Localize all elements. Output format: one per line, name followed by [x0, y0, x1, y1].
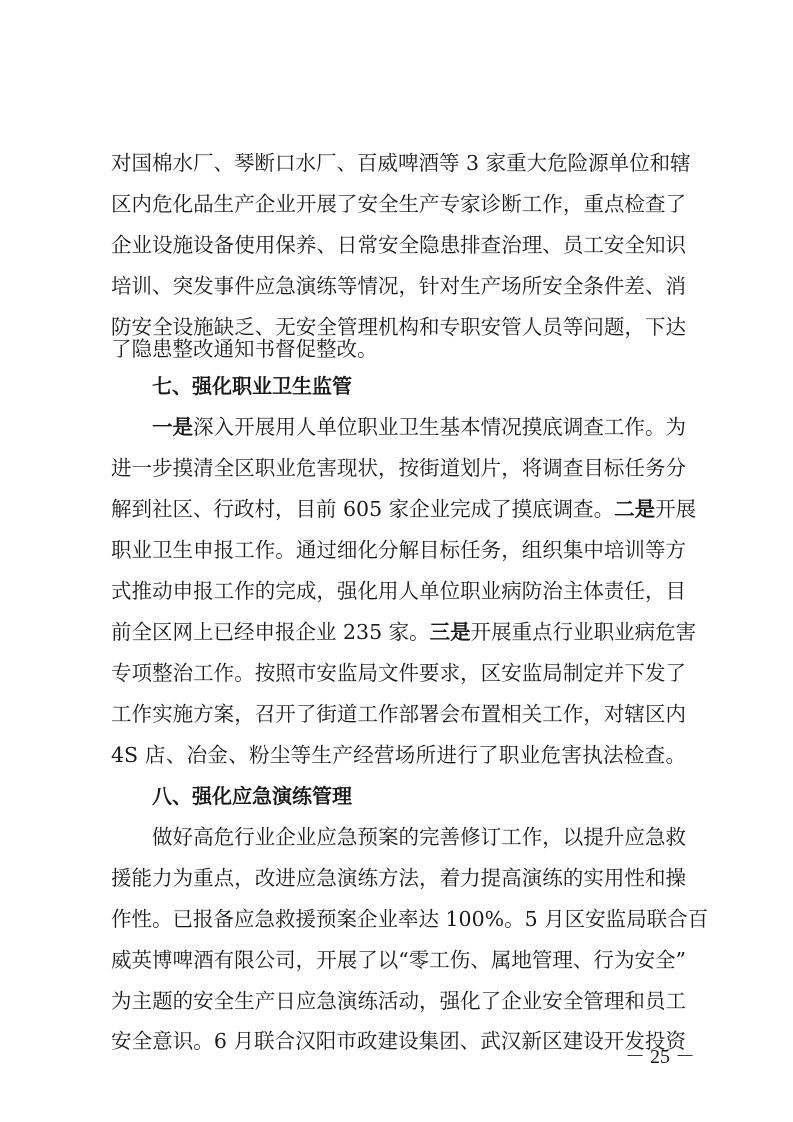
paragraph-line: 专项整治工作。按照市安监局文件要求，区安监局制定并下发了 [111, 661, 686, 685]
paragraph-line [111, 612, 697, 652]
paragraph-line: 防安全设施缺乏、无安全管理机构和专职安管人员等问题，下达 [111, 315, 686, 339]
paragraph-line: 安全意识。6 月联合汉阳市政建设集团、武汉新区建设开发投资 [111, 1029, 686, 1053]
page-number: － 25 － [625, 1046, 695, 1068]
lead-marker: 一是 [152, 415, 194, 439]
paragraph-line: 4S 店、冶金、粉尘等生产经营场所进行了职业危害执法检查。 [111, 743, 686, 767]
paragraph-line [111, 489, 697, 529]
paragraph-line: 区内危化品生产企业开展了安全生产专家诊断工作，重点检查了 [111, 192, 686, 216]
line-text: 开展 [655, 497, 697, 521]
paragraph-line: 职业卫生申报工作。通过细化分解目标任务，组织集中培训等方 [111, 538, 686, 562]
paragraph-line: 威英博啤酒有限公司，开展了以“零工伤、属地管理、行为安全” [111, 948, 686, 972]
paragraph-line: 对国棉水厂、琴断口水厂、百威啤酒等 3 家重大危险源单位和辖 [111, 151, 691, 175]
paragraph-line: 做好高危行业企业应急预案的完善修订工作，以提升应急救 [152, 825, 686, 849]
line-text: 开展重点行业职业病危害 [470, 620, 697, 644]
line-text: 前全区网上已经申报企业 235 家。 [111, 620, 430, 644]
paragraph-line: 援能力为重点，改进应急演练方法，着力提高演练的实用性和操 [111, 866, 686, 890]
paragraph-line: 企业设施设备使用保养、日常安全隐患排查治理、员工安全知识 [111, 233, 686, 257]
paragraph-line: 作性。已报备应急救援预案企业率达 100%。5 月区安监局联合百 [111, 907, 709, 931]
paragraph-line: 进一步摸清全区职业危害现状，按街道划片，将调查目标任务分 [111, 456, 686, 480]
paragraph-line [152, 407, 686, 447]
paragraph-line: 培训、突发事件应急演练等情况，针对生产场所安全条件差、消 [111, 274, 686, 298]
paragraph-line: 了隐患整改通知书督促整改。 [111, 337, 378, 361]
paragraph-line: 式推动申报工作的完成，强化用人单位职业病防治主体责任，目 [111, 579, 686, 603]
lead-marker: 二是 [614, 497, 656, 521]
section-heading: 八、强化应急演练管理 [152, 784, 352, 808]
lead-marker: 三是 [429, 620, 471, 644]
line-text: 深入开展用人单位职业卫生基本情况摸底调查工作。为 [193, 415, 687, 439]
paragraph-line: 工作实施方案，召开了街道工作部署会布置相关工作，对辖区内 [111, 702, 686, 726]
line-text: 解到社区、行政村，目前 605 家企业完成了摸底调查。 [111, 497, 615, 521]
paragraph-line: 为主题的安全生产日应急演练活动，强化了企业安全管理和员工 [111, 989, 686, 1013]
section-heading: 七、强化职业卫生监管 [152, 374, 352, 398]
